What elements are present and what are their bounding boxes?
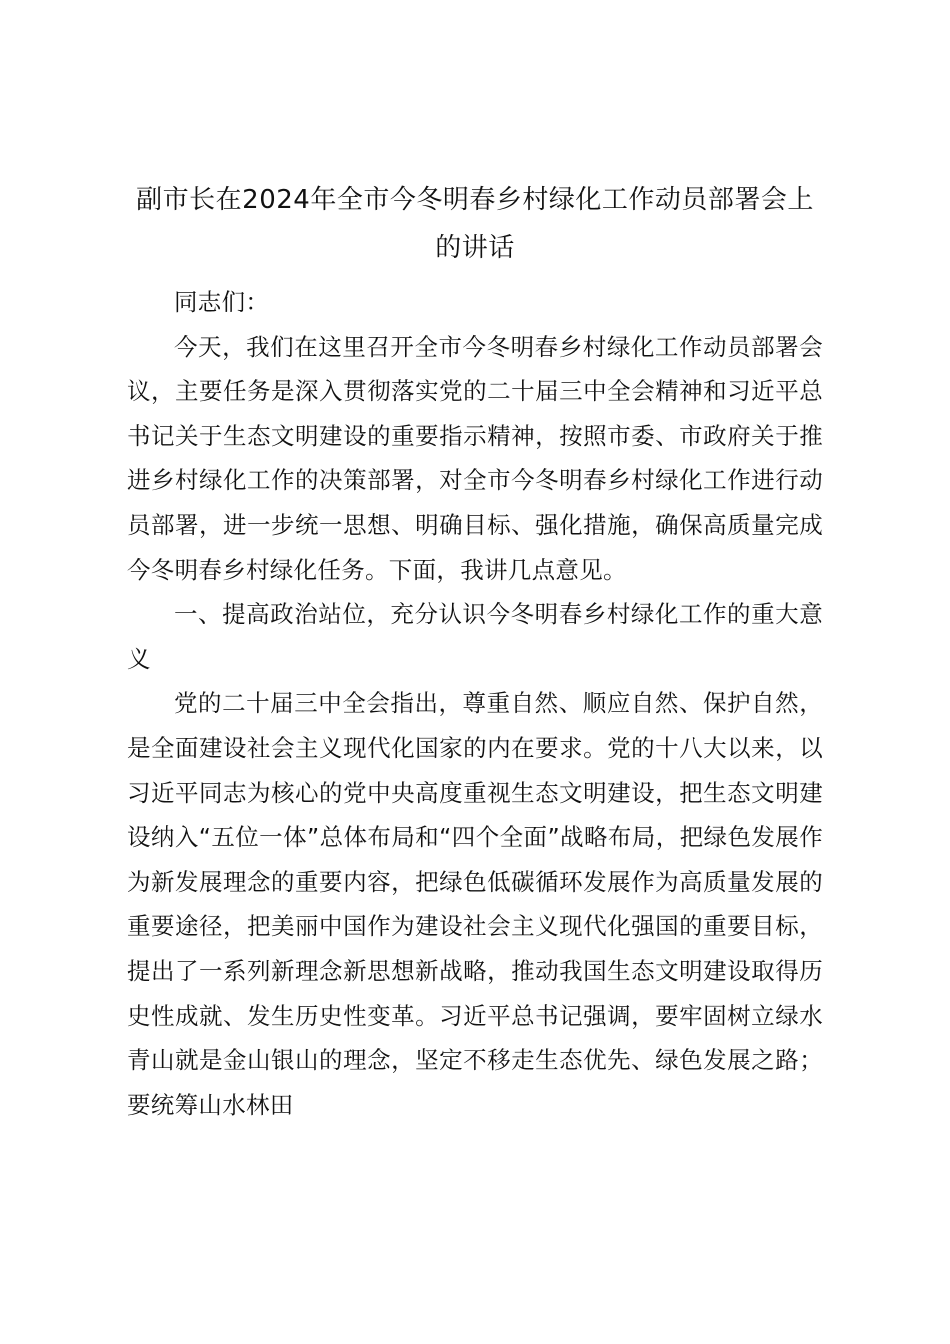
paragraph-section-1: 党的二十届三中全会指出，尊重自然、顺应自然、保护自然，是全面建设社会主义现代化国家的内在要求。党的十八大以来，以习近平同志为核心的党中央高度重视生态文明建设，把生态文明建设纳入“五位一体”总体布局和“四个全面”战略布局，把绿色发展作为新发展理念的重要内容，把绿色低碳循环发展作为高质量发展的重要途径，把美丽中国作为建设社会主义现代化强国的重要目标，提出了一系列新理念新思想新战略，推动我国生态文明建设取得历史性成就、发生历史性变革。习近平总书记强调，要牢固树立绿水青山就是金山银山的理念，坚定不移走生态优先、绿色发展之路；要统筹山水林田 [127, 689, 823, 1119]
salutation: 同志们： [174, 288, 270, 316]
document-title: 副市长在2024年全市今冬明春乡村绿化工作动员部署会上的讲话 [136, 185, 814, 263]
paragraph-intro: 今天，我们在这里召开全市今冬明春乡村绿化工作动员部署会议，主要任务是深入贯彻落实党的二十届三中全会精神和习近平总书记关于生态文明建设的重要指示精神，按照市委、市政府关于推进乡村绿化工作的决策部署，对全市今冬明春乡村绿化工作进行动员部署，进一步统一思想、明确目标、强化措施，确保高质量完成今冬明春乡村绿化任务。下面，我讲几点意见。 [127, 332, 823, 584]
document-body [127, 176, 823, 1127]
section-heading-1: 一、提高政治站位，充分认识今冬明春乡村绿化工作的重大意义 [127, 600, 823, 673]
